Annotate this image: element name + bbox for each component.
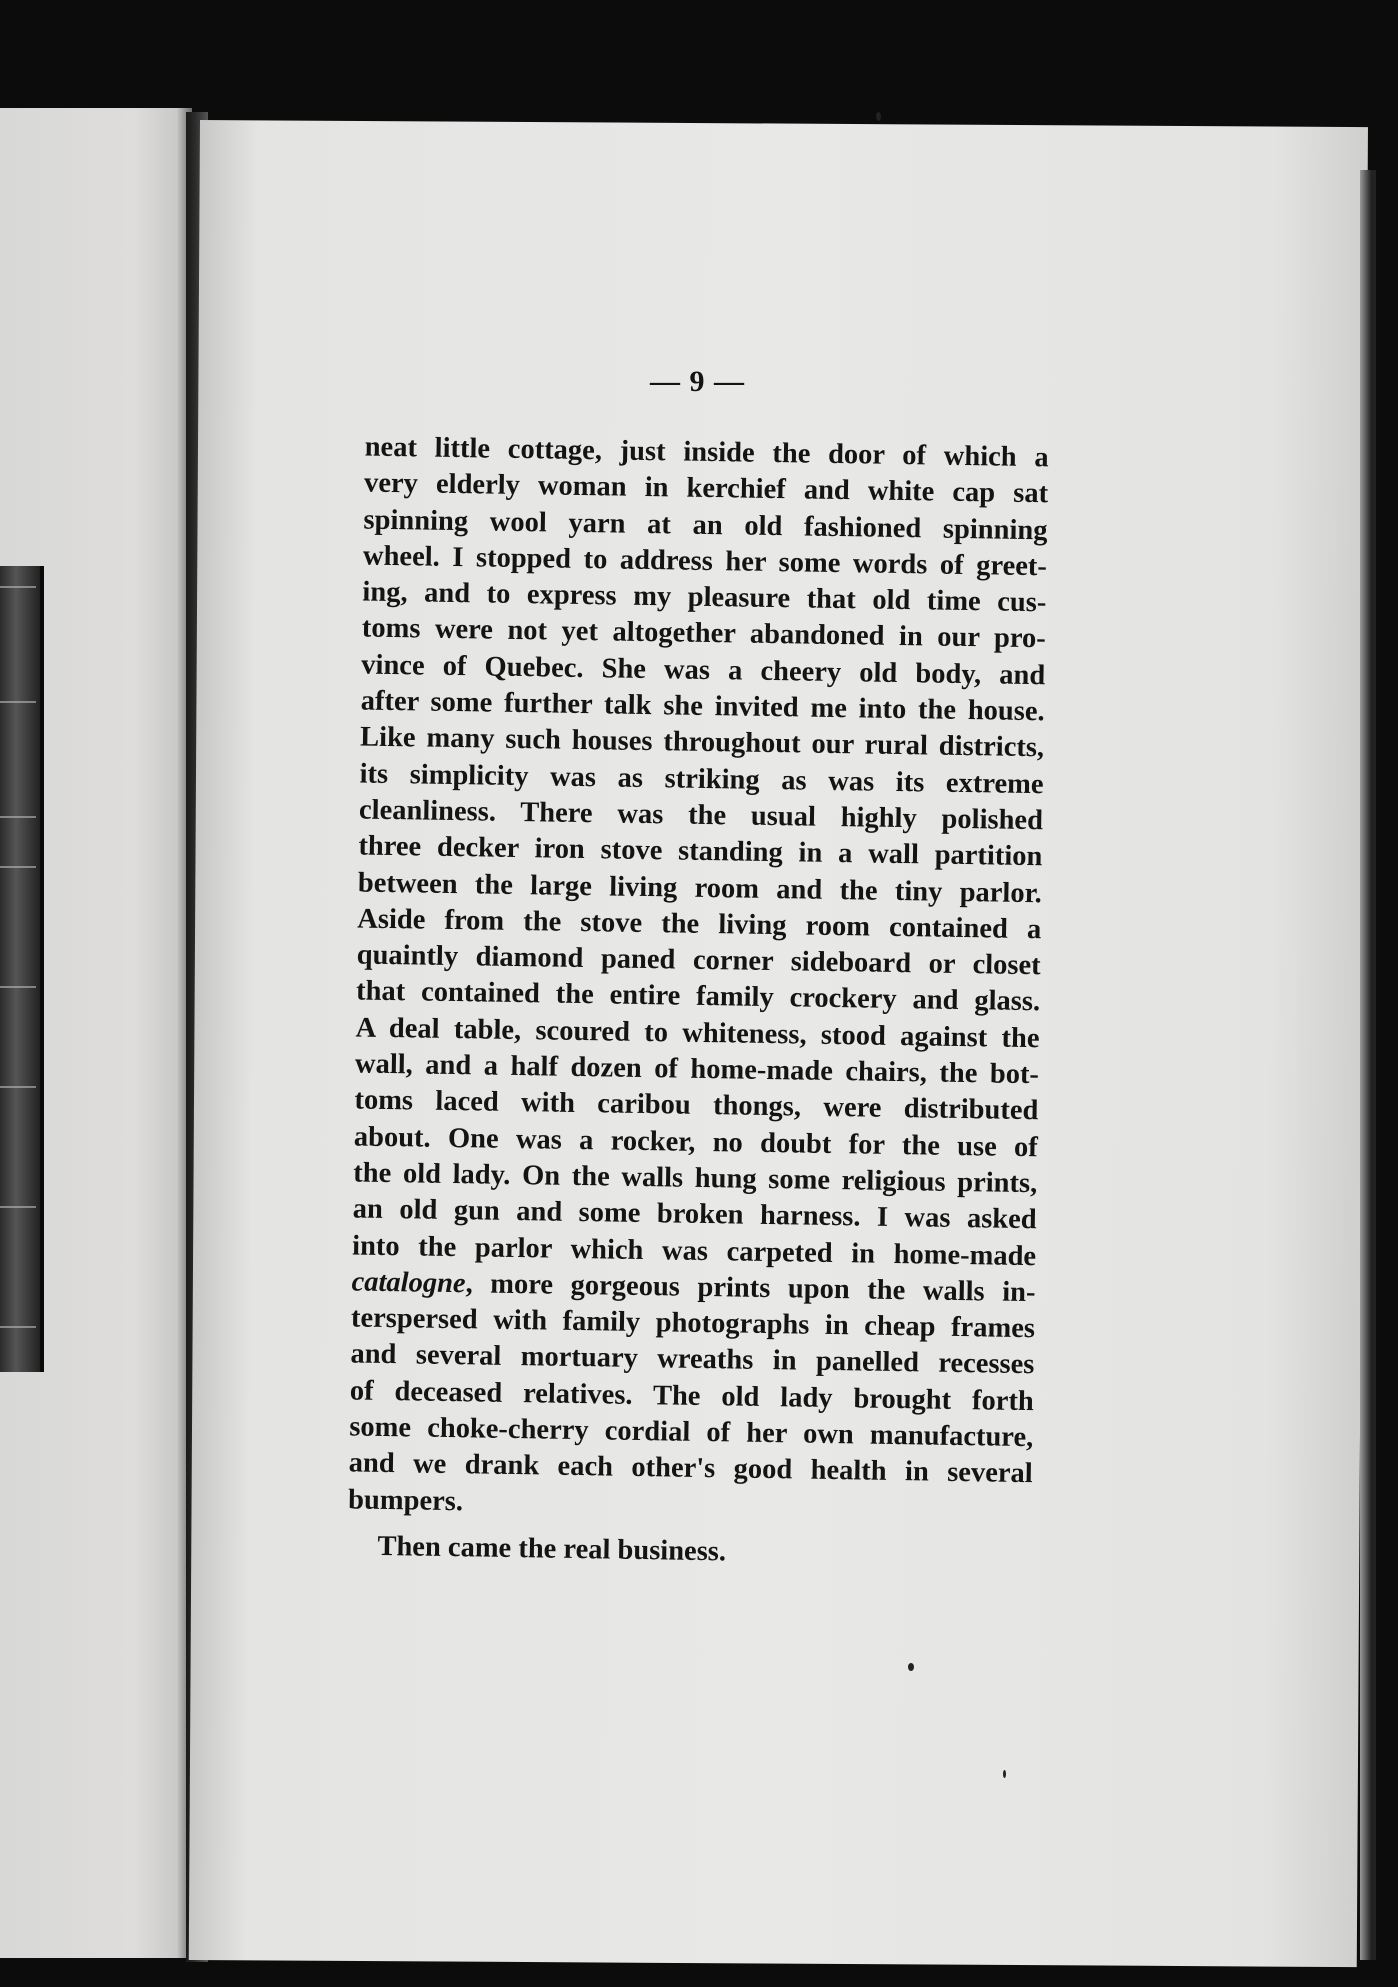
text-line: wall, and a half dozen of home-made chairs, the bot- — [354, 1048, 1040, 1091]
italic-word: catalogne — [351, 1266, 466, 1300]
text-line: after some further talk she invited me into the house. — [360, 685, 1045, 728]
text-line: bumpers. — [347, 1484, 464, 1517]
text-line: wheel. I stopped to address her some words of greet- — [362, 540, 1048, 583]
text-line: spinning wool yarn at an old fashioned spinning — [363, 504, 1048, 546]
paragraph — [312, 429, 1049, 1529]
text-line: and several mortuary wreaths in panelled recesses — [350, 1338, 1035, 1381]
ink-speck — [876, 112, 881, 121]
text-line: cleanliness. There was the usual highly polished — [358, 794, 1044, 837]
text-line: of deceased relatives. The old lady brought forth — [349, 1375, 1035, 1417]
closing-line: Then came the real business. — [377, 1530, 727, 1568]
text-line: toms were not yet altogether abandoned in our pro- — [361, 613, 1047, 655]
text-line: into the parlor which was carpeted in home-made — [351, 1229, 1037, 1272]
text-line: the old lady. On the walls hung some religious prints, — [353, 1157, 1038, 1200]
facing-page-plate — [0, 566, 44, 1372]
text-line: ing, and to express my pleasure that old time cus- — [362, 576, 1047, 619]
text-line: and we drank each other's good health in several — [348, 1447, 1033, 1490]
text-line: toms laced with caribou thongs, were distributed — [354, 1084, 1039, 1127]
text-line: Like many such houses throughout our rural districts, — [359, 721, 1045, 764]
text-line: A deal table, scoured to whiteness, stood against the — [355, 1012, 1040, 1054]
text-line: Aside from the stove the living room contained a — [357, 903, 1042, 946]
ink-speck — [908, 1663, 914, 1671]
page-number: — 9 — — [650, 365, 745, 398]
text-line: neat little cottage, just inside the door of which a — [364, 431, 1049, 474]
text-line: an old gun and some broken harness. I was asked — [352, 1193, 1037, 1236]
ink-speck — [1003, 1770, 1006, 1778]
text-line: catalogne, more gorgeous prints upon the walls in- — [351, 1266, 1036, 1309]
body-text — [311, 365, 1050, 1575]
text-line: between the large living room and the tiny parlor. — [357, 867, 1043, 909]
text-line: its simplicity was as striking as was its extreme — [359, 758, 1044, 800]
text-line: very elderly woman in kerchief and white cap sat — [363, 467, 1049, 510]
text-line: quaintly diamond paned corner sideboard or closet — [356, 939, 1041, 982]
text-line: about. One was a rocker, no doubt for the use of — [353, 1121, 1039, 1163]
text-line: three decker iron stove standing in a wall partition — [358, 830, 1043, 873]
page-edge — [1360, 170, 1376, 1960]
text-line: that contained the entire family crockery and glass. — [355, 975, 1041, 1018]
text-line: terspersed with family photographs in cheap frames — [350, 1302, 1036, 1345]
text-line: some choke-cherry cordial of her own manufacture, — [349, 1411, 1034, 1454]
text-line: vince of Quebec. She was a cheery old body, and — [361, 649, 1046, 692]
